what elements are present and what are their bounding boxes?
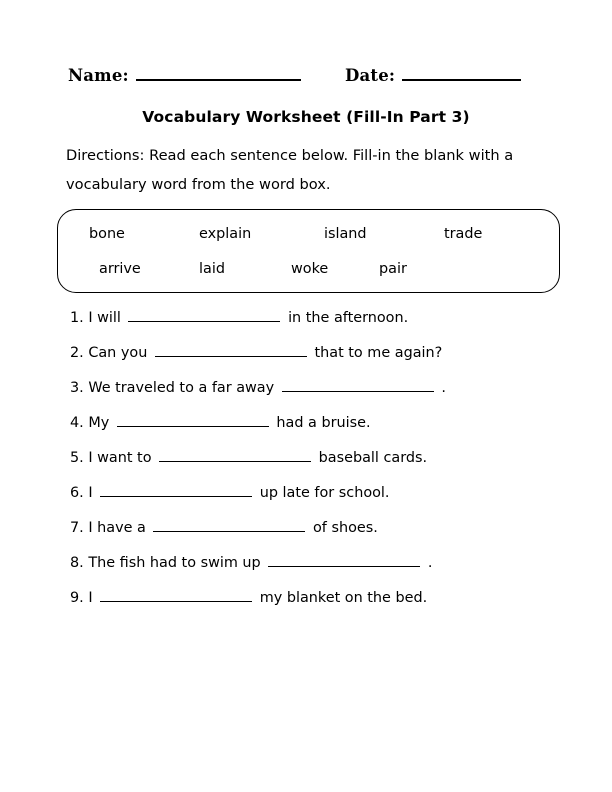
question-number: 1. [70,310,84,326]
question-text-after: baseball cards. [318,450,428,466]
word-bank-item: island [324,226,367,242]
word-box [57,209,560,293]
question-number: 8. [70,555,84,571]
question-text-after: in the afternoon. [288,310,409,326]
answer-blank[interactable] [268,552,420,567]
page-title: Vocabulary Worksheet (Fill-In Part 3) [142,108,470,126]
question-number: 7. [70,520,84,536]
question-text-after: had a bruise. [276,415,371,431]
word-bank-item: woke [291,261,329,277]
answer-blank[interactable] [100,482,252,497]
question-number: 2. [70,345,84,361]
question-item [70,586,570,621]
question-number: 5. [70,450,84,466]
question-text-before: I have a [88,520,146,536]
name-label: Name: [68,66,129,85]
name-field[interactable] [68,66,301,85]
header-row [0,66,612,94]
question-number: 6. [70,485,84,501]
date-field[interactable] [345,66,521,85]
question-text-before: We traveled to a far away [88,380,275,396]
word-box-row-1 [58,222,559,246]
question-text-before: I [88,590,93,606]
directions-text: Directions: Read each sentence below. Fill-in the blank with a vocabulary word from the word box. [66,147,514,193]
question-number: 9. [70,590,84,606]
question-item [70,306,570,341]
word-bank-item: explain [199,226,252,242]
question-text-before: The fish had to swim up [88,555,261,571]
answer-blank[interactable] [159,447,311,462]
word-box-row-2 [58,257,559,281]
answer-blank[interactable] [155,342,307,357]
name-write-line[interactable] [136,66,301,81]
word-bank-item: bone [89,226,125,242]
question-item [70,376,570,411]
question-text-before: I will [88,310,121,326]
answer-blank[interactable] [282,377,434,392]
question-text-before: Can you [88,345,148,361]
question-text-after: of shoes. [313,520,378,536]
question-text-after: up late for school. [259,485,390,501]
question-item [70,341,570,376]
question-text-after: that to me again? [314,345,443,361]
question-text-after: . [427,555,433,571]
question-item [70,446,570,481]
word-bank-item: laid [199,261,225,277]
word-bank-item: trade [444,226,483,242]
question-text-before: I want to [88,450,152,466]
answer-blank[interactable] [117,412,269,427]
question-item [70,411,570,446]
question-text-before: I [88,485,93,501]
question-list [70,306,570,621]
word-bank-item: pair [379,261,407,277]
date-write-line[interactable] [402,66,521,81]
question-item [70,481,570,516]
question-text-after: . [441,380,446,396]
answer-blank[interactable] [100,587,252,602]
question-text-after: my blanket on the bed. [259,590,428,606]
answer-blank[interactable] [128,307,280,322]
question-item [70,516,570,551]
question-item [70,551,570,586]
question-number: 3. [70,380,84,396]
question-text-before: My [88,415,110,431]
word-bank-item: arrive [99,261,141,277]
date-label: Date: [345,66,396,85]
answer-blank[interactable] [153,517,305,532]
question-number: 4. [70,415,84,431]
